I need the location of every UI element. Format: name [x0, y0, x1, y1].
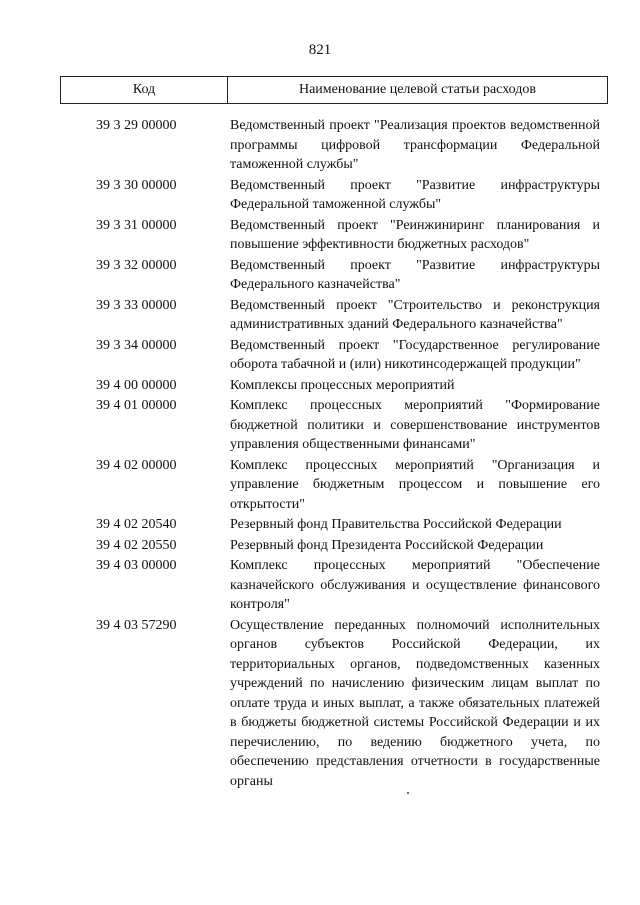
page-number: 821: [308, 42, 332, 58]
header-code: Код: [61, 77, 228, 103]
row-name: Комплекс процессных мероприятий "Формирование бюджетной политики и совершенствование инструментов управления общественными финансами": [230, 398, 600, 452]
table-row: [60, 396, 608, 455]
table-row: [60, 456, 608, 515]
scan-speck: [407, 792, 409, 794]
table-body: [60, 116, 608, 792]
row-code: 39 3 34 00000: [96, 337, 177, 353]
header-name: Наименование целевой статьи расходов: [298, 82, 537, 97]
table-row: [60, 515, 608, 535]
row-code: 39 3 32 00000: [96, 257, 177, 273]
row-code: 39 4 03 57290: [96, 617, 177, 633]
row-code: 39 3 33 00000: [96, 297, 177, 313]
row-code: 39 4 03 00000: [96, 558, 177, 573]
table-row: [60, 616, 608, 792]
row-code: 39 4 02 00000: [96, 457, 177, 473]
row-name: Ведомственный проект "Развитие инфраструктуры Федерального казначейства": [230, 257, 600, 292]
row-code: 39 3 29 00000: [96, 118, 177, 133]
table-row: [60, 536, 608, 556]
table-row: [60, 556, 608, 615]
row-code: 39 3 30 00000: [96, 177, 177, 193]
table-row: [60, 376, 608, 396]
row-name: Ведомственный проект "Развитие инфраструктуры Федеральной таможенной службы": [230, 177, 600, 212]
table-row: [60, 296, 608, 335]
row-name: Ведомственный проект "Реализация проектов ведомственной программы цифровой трансформации Федеральной таможенной службы": [230, 118, 600, 172]
table-header: [60, 76, 608, 104]
row-name: Комплекс процессных мероприятий "Организация и управление бюджетным процессом и повышение его открытости": [230, 457, 600, 512]
row-code: 39 4 02 20540: [96, 517, 177, 532]
row-name: Ведомственный проект "Строительство и реконструкция административных зданий Федерального казначейства": [230, 297, 600, 332]
row-name: Комплекс процессных мероприятий "Обеспечение казначейского обслуживания и осуществление финансового контроля": [230, 558, 600, 612]
row-name: Ведомственный проект "Реинжиниринг планирования и повышение эффективности бюджетных расходов": [230, 217, 600, 252]
row-name: Комплексы процессных мероприятий: [230, 377, 455, 393]
row-code: 39 4 00 00000: [96, 377, 177, 393]
table-row: [60, 116, 608, 175]
table-row: [60, 336, 608, 375]
table-row: [60, 176, 608, 215]
row-name: Резервный фонд Правительства Российской Федерации: [230, 517, 562, 532]
row-name: Ведомственный проект "Государственное регулирование оборота табачной и (или) никотинсодержащей продукции": [230, 337, 600, 372]
row-name: Резервный фонд Президента Российской Федерации: [230, 537, 544, 553]
table-row: [60, 256, 608, 295]
row-code: 39 3 31 00000: [96, 217, 177, 233]
table-row: [60, 216, 608, 255]
row-code: 39 4 02 20550: [96, 537, 177, 553]
row-name: Осуществление переданных полномочий исполнительных органов субъектов Российской Федерации, их территориальных органов, подведомственных казенных учреждений по начислению физическим лицам выплат по оплате труда и иных выплат, а также обязательных платежей в бюджеты бюджетной системы Российской Федерации и их перечислению, по ведению бюджетного учета, по обеспечению представления отчетности в государственные органы: [230, 617, 600, 789]
row-code: 39 4 01 00000: [96, 398, 177, 413]
